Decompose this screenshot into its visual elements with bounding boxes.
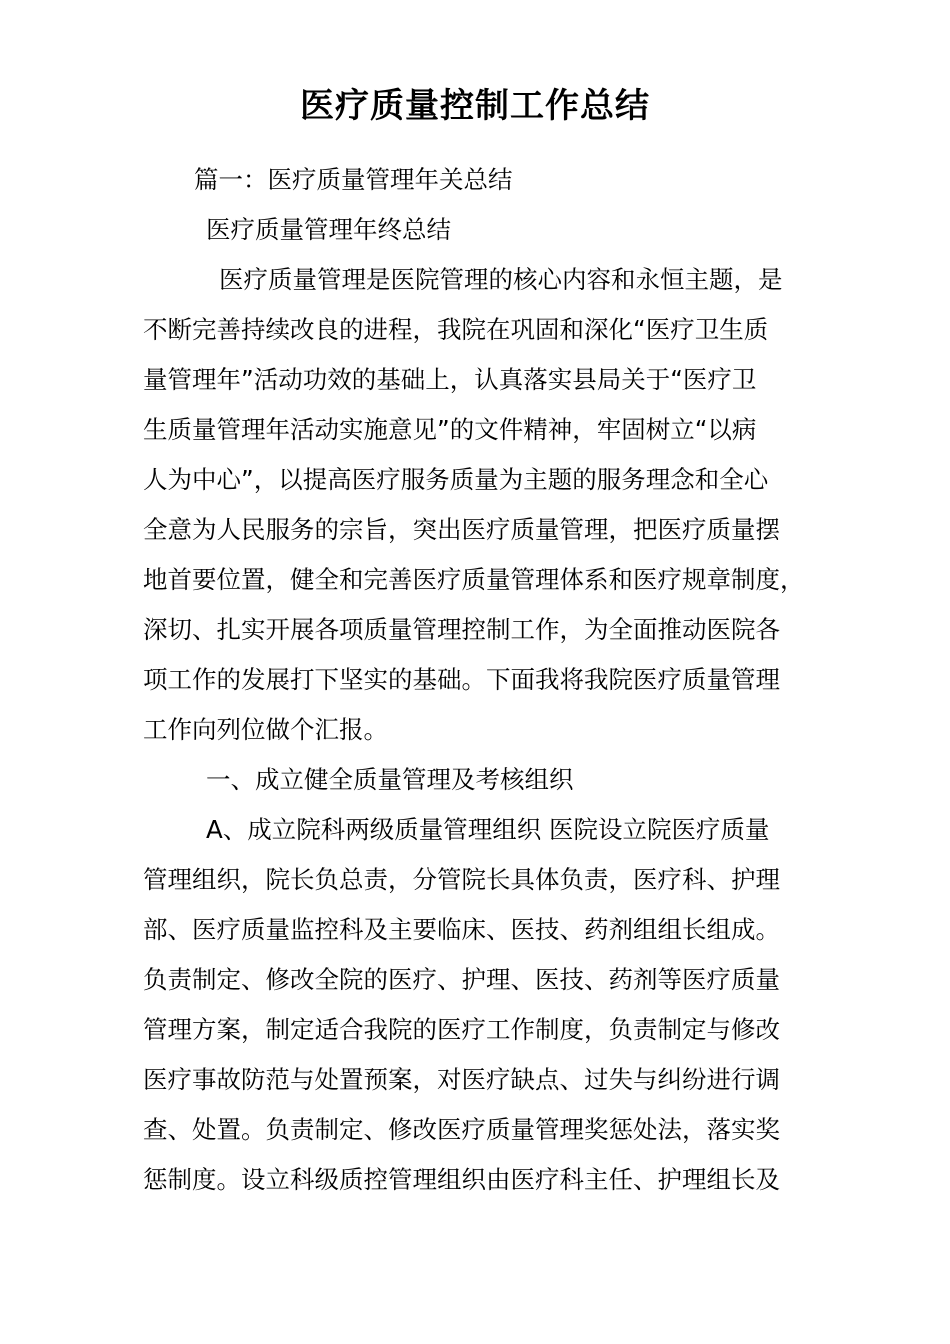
paragraph-line: 部、医疗质量监控科及主要临床、医技、药剂组组长组成。 [143,915,780,944]
paragraph-line: 医疗质量管理是医院管理的核心内容和永恒主题，是 [219,265,783,294]
paragraph-line: 深切、扎实开展各项质量管理控制工作，为全面推动医院各 [143,615,780,644]
paragraph-line: 医疗事故防范与处置预案，对医疗缺点、过失与纠纷进行调 [143,1065,780,1094]
paragraph-line: 工作向列位做个汇报。 [143,715,388,744]
paragraph-line: 人为中心”，以提高医疗服务质量为主题的服务理念和全心 [143,465,769,494]
section-heading: 篇一：医疗质量管理年关总结 [194,165,513,194]
paragraph-line: 不断完善持续改良的进程，我院在巩固和深化“医疗卫生质 [143,315,769,344]
paragraph-line: 项工作的发展打下坚实的基础。下面我将我院医疗质量管理 [143,665,780,694]
paragraph-line: 管理组织，院长负总责，分管院长具体负责，医疗科、护理 [143,865,780,894]
paragraph-line: 负责制定、修改全院的医疗、护理、医技、药剂等医疗质量 [143,965,780,994]
paragraph-line: 查、处置。负责制定、修改医疗质量管理奖惩处法，落实奖 [143,1115,780,1144]
subsection-heading: 医疗质量管理年终总结 [206,215,451,244]
document-title: 医疗质量控制工作总结 [300,86,650,126]
paragraph-line: 地首要位置，健全和完善医疗质量管理体系和医疗规章制度， [143,565,805,594]
paragraph-line: 量管理年”活动功效的基础上，认真落实县局关于“医疗卫 [143,365,757,394]
paragraph-line: 生质量管理年活动实施意见”的文件精神，牢固树立“以病 [143,415,757,444]
numbered-heading: 一、成立健全质量管理及考核组织 [206,765,574,794]
paragraph-line: A、成立院科两级质量管理组织 医院设立院医疗质量 [206,815,770,844]
paragraph-line: 惩制度。设立科级质控管理组织由医疗科主任、护理组长及 [143,1165,780,1194]
paragraph-line: 管理方案，制定适合我院的医疗工作制度，负责制定与修改 [143,1015,780,1044]
paragraph-line: 全意为人民服务的宗旨，突出医疗质量管理，把医疗质量摆 [143,515,780,544]
